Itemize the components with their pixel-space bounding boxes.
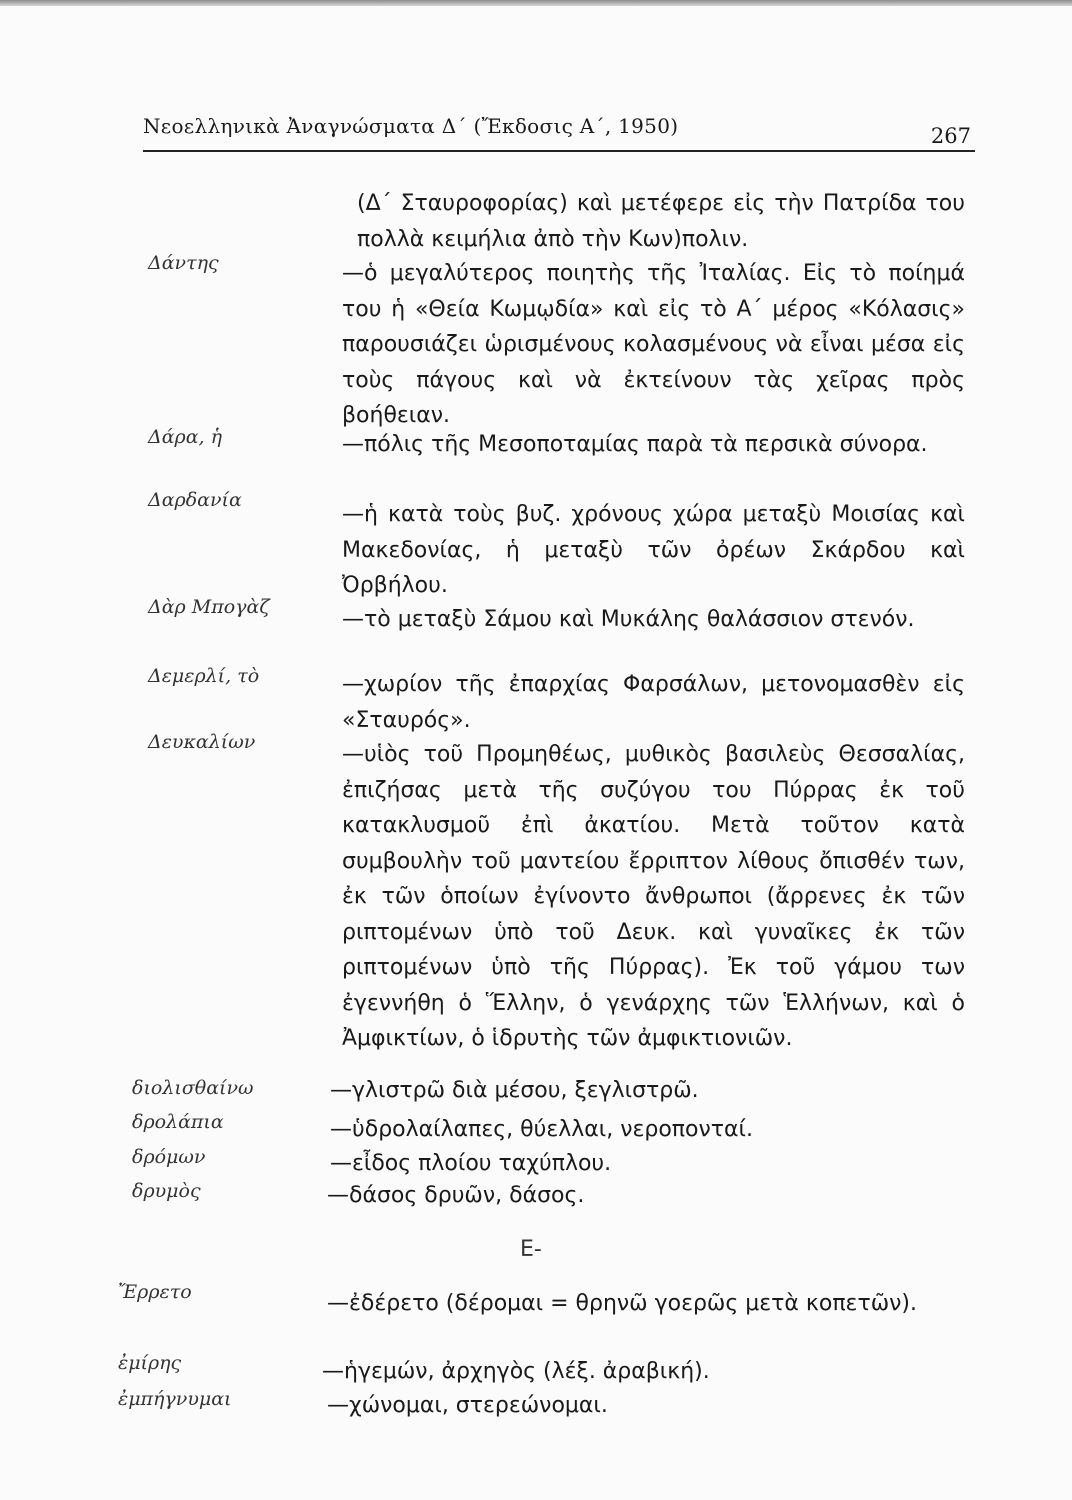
definition-diolisthaino: —γλιστρῶ διὰ μέσου, ξεγλιστρῶ. (330, 1078, 699, 1103)
definition-dar-mpogaz: —τὸ μεταξὺ Σάμου καὶ Μυκάλης θαλάσσιον στενόν. (342, 607, 915, 632)
headword-empignymai: ἐμπήγνυμαι (118, 1388, 232, 1410)
definition-dara: —πόλις τῆς Μεσοποταμίας παρὰ τὰ περσικὰ σύνορα. (342, 432, 928, 457)
headword-demerli: Δεμερλί, τὸ (148, 665, 260, 687)
definition-empignymai: —χώνομαι, στερεώνομαι. (327, 1393, 608, 1418)
headword-drolapia: δρολάπια (132, 1111, 224, 1133)
headword-dromon: δρόμων (132, 1146, 206, 1168)
definition-defkalion: —υἱὸς τοῦ Προμηθέως, μυθικὸς βασιλεὺς Θεσσαλίας, ἐπιζήσας μετὰ τῆς συζύγου του Πύρρας ἐκ τοῦ κατακλυσμοῦ ἐπὶ ἀκατίου. Μετὰ τοῦτον κατὰ συμβουλὴν τοῦ μαντείου ἔρριπτον λίθους ὄπισθέν των, ἐκ τῶν ὁποίων ἐγίνοντο ἄνθρωποι (ἄρρενες ἐκ τῶν ριπτομένων ὑπὸ τοῦ Δευκ. καὶ γυναῖκες ἐκ τῶν ριπτομένων ὑπὸ τῆς Πύρρας). Ἐκ τοῦ γάμου των ἐγεννήθη ὁ Ἕλλην, ὁ γενάρχης τῶν Ἑλλήνων, καὶ ὁ Ἀμφικτίων, ὁ ἱδρυτὴς τῶν ἀμφικτιονιῶν. (342, 742, 965, 1051)
headword-diolisthaino: διολισθαίνω (132, 1077, 254, 1099)
definition-dromon: —εἶδος πλοίου ταχύπλου. (330, 1151, 612, 1176)
definition-dardania: —ἡ κατὰ τοὺς βυζ. χρόνους χώρα μεταξὺ Μοισίας καὶ Μακεδονίας, ἡ μεταξὺ τῶν ὀρέων Σκάρδου καὶ Ὀρβήλου. (342, 502, 965, 598)
headword-dara: Δάρα, ἡ (148, 426, 223, 448)
headword-dantis: Δάντης (148, 252, 219, 274)
page-number: 267 (930, 124, 971, 148)
headword-drymos: δρυμὸς (132, 1180, 201, 1202)
page-header (143, 106, 975, 152)
headword-erreto: Ἔρρετο (118, 1281, 192, 1303)
definition-dantis: —ὁ μεγαλύτερος ποιητὴς τῆς Ἰταλίας. Εἰς τὸ ποίημά του ἡ «Θεία Κωμῳδία» καὶ εἰς τὸ Α΄ μέρος «Κόλασις» παρουσιάζει ὡρισμένους κολασμένους νὰ εἶναι μέσα εἰς τοὺς πάγους καὶ νὰ ἐκτείνουν τὰς χεῖρας πρὸς βοήθειαν. (342, 261, 965, 428)
headword-emiris: ἐμίρης (118, 1352, 182, 1374)
definition-emiris: —ἡγεμών, ἀρχηγὸς (λέξ. ἀραβική). (322, 1359, 710, 1384)
headword-defkalion: Δευκαλίων (148, 731, 256, 753)
headword-dar-mpogaz: Δὰρ Μπογὰζ (148, 596, 270, 618)
definition-erreto: —ἐδέρετο (δέρομαι = θρηνῶ γοερῶς μετὰ κοπετῶν). (327, 1291, 917, 1316)
scan-edge (0, 0, 1072, 6)
section-letter: Ε- (520, 1237, 542, 1262)
definition-drolapia: —ὑδρολαίλαπες, θύελλαι, νεροπονταί. (330, 1117, 753, 1142)
definition-drymos: —δάσος δρυῶν, δάσος. (327, 1183, 585, 1208)
definition-demerli: —χωρίον τῆς ἐπαρχίας Φαρσάλων, μετονομασθὲν εἰς «Σταυρός». (342, 672, 965, 733)
headword-dardania: Δαρδανία (148, 489, 242, 511)
definition-continuation: (Δ΄ Σταυροφορίας) καὶ μετέφερε εἰς τὴν Πατρίδα του πολλὰ κειμήλια ἀπὸ τὴν Κων)πολιν. (357, 191, 965, 252)
running-title: Νεοελληνικὰ Ἀναγνώσματα Δ΄ (Ἔκδοσις Α΄, 1950) (143, 114, 679, 138)
